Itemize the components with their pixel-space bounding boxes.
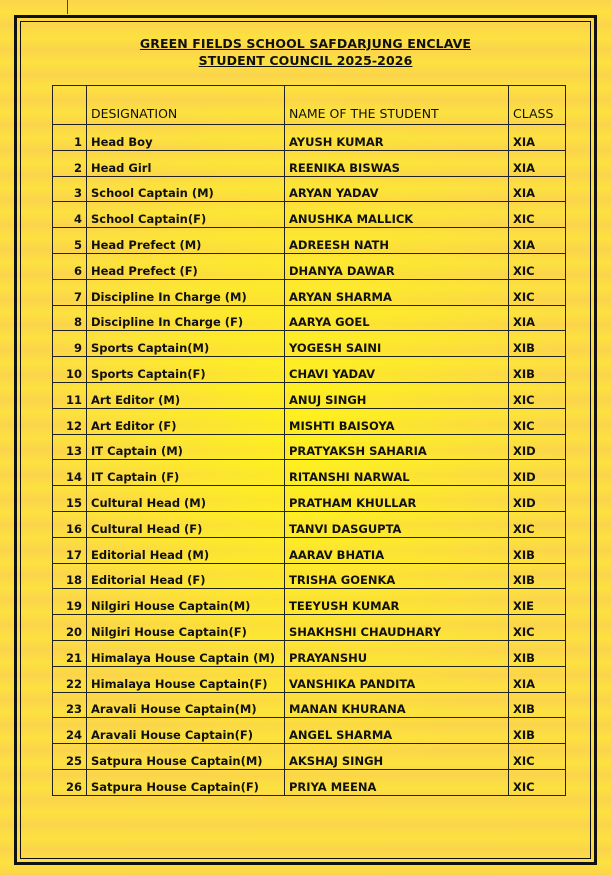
row-number: 22	[53, 666, 87, 692]
table-row	[53, 563, 566, 589]
row-number: 23	[53, 692, 87, 718]
table-row	[53, 253, 566, 279]
student-council-table	[52, 85, 566, 796]
designation-cell: Head Prefect (F)	[87, 253, 285, 279]
class-cell: XIC	[509, 511, 566, 537]
row-number: 6	[53, 253, 87, 279]
table-row	[53, 666, 566, 692]
designation-cell: Head Girl	[87, 150, 285, 176]
row-number: 2	[53, 150, 87, 176]
class-cell: XIC	[509, 253, 566, 279]
student-name-cell: TANVI DASGUPTA	[285, 511, 509, 537]
table-row	[53, 408, 566, 434]
student-name-cell: VANSHIKA PANDITA	[285, 666, 509, 692]
row-number: 16	[53, 511, 87, 537]
table-row	[53, 718, 566, 744]
class-cell: XIB	[509, 331, 566, 357]
student-name-cell: PRATHAM KHULLAR	[285, 486, 509, 512]
designation-cell: Head Prefect (M)	[87, 228, 285, 254]
row-number: 26	[53, 769, 87, 795]
class-cell: XIC	[509, 769, 566, 795]
designation-cell: Cultural Head (F)	[87, 511, 285, 537]
row-number: 25	[53, 744, 87, 770]
row-number: 19	[53, 589, 87, 615]
student-name-cell: PRAYANSHU	[285, 640, 509, 666]
table-row	[53, 202, 566, 228]
class-cell: XIB	[509, 718, 566, 744]
student-name-cell: AKSHAJ SINGH	[285, 744, 509, 770]
row-number: 4	[53, 202, 87, 228]
class-cell: XIC	[509, 279, 566, 305]
class-cell: XIC	[509, 408, 566, 434]
class-cell: XIC	[509, 615, 566, 641]
school-title: GREEN FIELDS SCHOOL SAFDARJUNG ENCLAVE	[139, 36, 472, 51]
student-name-cell: ARYAN YADAV	[285, 176, 509, 202]
designation-cell: Art Editor (F)	[87, 408, 285, 434]
student-name-cell: PRATYAKSH SAHARIA	[285, 434, 509, 460]
class-cell: XIA	[509, 228, 566, 254]
designation-cell: Head Boy	[87, 125, 285, 151]
designation-cell: Art Editor (M)	[87, 382, 285, 408]
table-row	[53, 589, 566, 615]
row-number: 14	[53, 460, 87, 486]
student-name-cell: PRIYA MEENA	[285, 769, 509, 795]
text-cursor-mark	[67, 0, 68, 14]
table-row	[53, 305, 566, 331]
student-name-cell: ANUJ SINGH	[285, 382, 509, 408]
designation-cell: School Captain(F)	[87, 202, 285, 228]
table-header-row	[53, 86, 566, 125]
class-cell: XID	[509, 434, 566, 460]
table-row	[53, 176, 566, 202]
table-row	[53, 769, 566, 795]
row-number: 13	[53, 434, 87, 460]
student-name-cell: SHAKHSHI CHAUDHARY	[285, 615, 509, 641]
student-name-cell: CHAVI YADAV	[285, 357, 509, 383]
table-row	[53, 434, 566, 460]
designation-cell: Editorial Head (F)	[87, 563, 285, 589]
table-row	[53, 357, 566, 383]
student-name-cell: TEEYUSH KUMAR	[285, 589, 509, 615]
class-cell: XIB	[509, 537, 566, 563]
table-row	[53, 615, 566, 641]
table-row	[53, 382, 566, 408]
designation-cell: Himalaya House Captain(F)	[87, 666, 285, 692]
table-row	[53, 744, 566, 770]
row-number: 20	[53, 615, 87, 641]
row-number: 18	[53, 563, 87, 589]
designation-cell: Satpura House Captain(F)	[87, 769, 285, 795]
class-cell: XIB	[509, 640, 566, 666]
table-row	[53, 640, 566, 666]
column-header-sno	[53, 86, 87, 125]
student-name-cell: AARAV BHATIA	[285, 537, 509, 563]
row-number: 10	[53, 357, 87, 383]
student-name-cell: ANUSHKA MALLICK	[285, 202, 509, 228]
class-cell: XIA	[509, 176, 566, 202]
table-row	[53, 279, 566, 305]
designation-cell: Sports Captain(M)	[87, 331, 285, 357]
row-number: 24	[53, 718, 87, 744]
designation-cell: Discipline In Charge (F)	[87, 305, 285, 331]
row-number: 5	[53, 228, 87, 254]
student-name-cell: AARYA GOEL	[285, 305, 509, 331]
student-name-cell: AYUSH KUMAR	[285, 125, 509, 151]
row-number: 17	[53, 537, 87, 563]
table-row	[53, 511, 566, 537]
designation-cell: Himalaya House Captain (M)	[87, 640, 285, 666]
class-cell: XIC	[509, 202, 566, 228]
row-number: 7	[53, 279, 87, 305]
class-cell: XIA	[509, 305, 566, 331]
class-cell: XIB	[509, 692, 566, 718]
designation-cell: Nilgiri House Captain(F)	[87, 615, 285, 641]
row-number: 1	[53, 125, 87, 151]
student-name-cell: RITANSHI NARWAL	[285, 460, 509, 486]
table-row	[53, 460, 566, 486]
council-title: STUDENT COUNCIL 2025-2026	[198, 53, 413, 68]
table-row	[53, 486, 566, 512]
column-header-name: NAME OF THE STUDENT	[285, 86, 509, 125]
designation-cell: Editorial Head (M)	[87, 537, 285, 563]
table-row	[53, 125, 566, 151]
class-cell: XIB	[509, 357, 566, 383]
class-cell: XIC	[509, 744, 566, 770]
class-cell: XIA	[509, 666, 566, 692]
table-row	[53, 537, 566, 563]
row-number: 21	[53, 640, 87, 666]
designation-cell: Aravali House Captain(F)	[87, 718, 285, 744]
row-number: 11	[53, 382, 87, 408]
designation-cell: IT Captain (F)	[87, 460, 285, 486]
student-name-cell: YOGESH SAINI	[285, 331, 509, 357]
row-number: 3	[53, 176, 87, 202]
row-number: 12	[53, 408, 87, 434]
designation-cell: Sports Captain(F)	[87, 357, 285, 383]
class-cell: XIC	[509, 382, 566, 408]
table-row	[53, 692, 566, 718]
class-cell: XIB	[509, 563, 566, 589]
student-name-cell: ADREESH NATH	[285, 228, 509, 254]
table-row	[53, 228, 566, 254]
table-row	[53, 150, 566, 176]
column-header-class: CLASS	[509, 86, 566, 125]
row-number: 15	[53, 486, 87, 512]
designation-cell: Discipline In Charge (M)	[87, 279, 285, 305]
designation-cell: School Captain (M)	[87, 176, 285, 202]
class-cell: XIA	[509, 125, 566, 151]
designation-cell: Satpura House Captain(M)	[87, 744, 285, 770]
class-cell: XIE	[509, 589, 566, 615]
column-header-designation: DESIGNATION	[87, 86, 285, 125]
class-cell: XID	[509, 460, 566, 486]
designation-cell: Nilgiri House Captain(M)	[87, 589, 285, 615]
student-name-cell: MISHTI BAISOYA	[285, 408, 509, 434]
class-cell: XID	[509, 486, 566, 512]
designation-cell: IT Captain (M)	[87, 434, 285, 460]
designation-cell: Aravali House Captain(M)	[87, 692, 285, 718]
student-name-cell: REENIKA BISWAS	[285, 150, 509, 176]
row-number: 8	[53, 305, 87, 331]
student-name-cell: DHANYA DAWAR	[285, 253, 509, 279]
student-name-cell: TRISHA GOENKA	[285, 563, 509, 589]
table-row	[53, 331, 566, 357]
student-name-cell: ANGEL SHARMA	[285, 718, 509, 744]
student-name-cell: ARYAN SHARMA	[285, 279, 509, 305]
designation-cell: Cultural Head (M)	[87, 486, 285, 512]
student-name-cell: MANAN KHURANA	[285, 692, 509, 718]
row-number: 9	[53, 331, 87, 357]
class-cell: XIA	[509, 150, 566, 176]
